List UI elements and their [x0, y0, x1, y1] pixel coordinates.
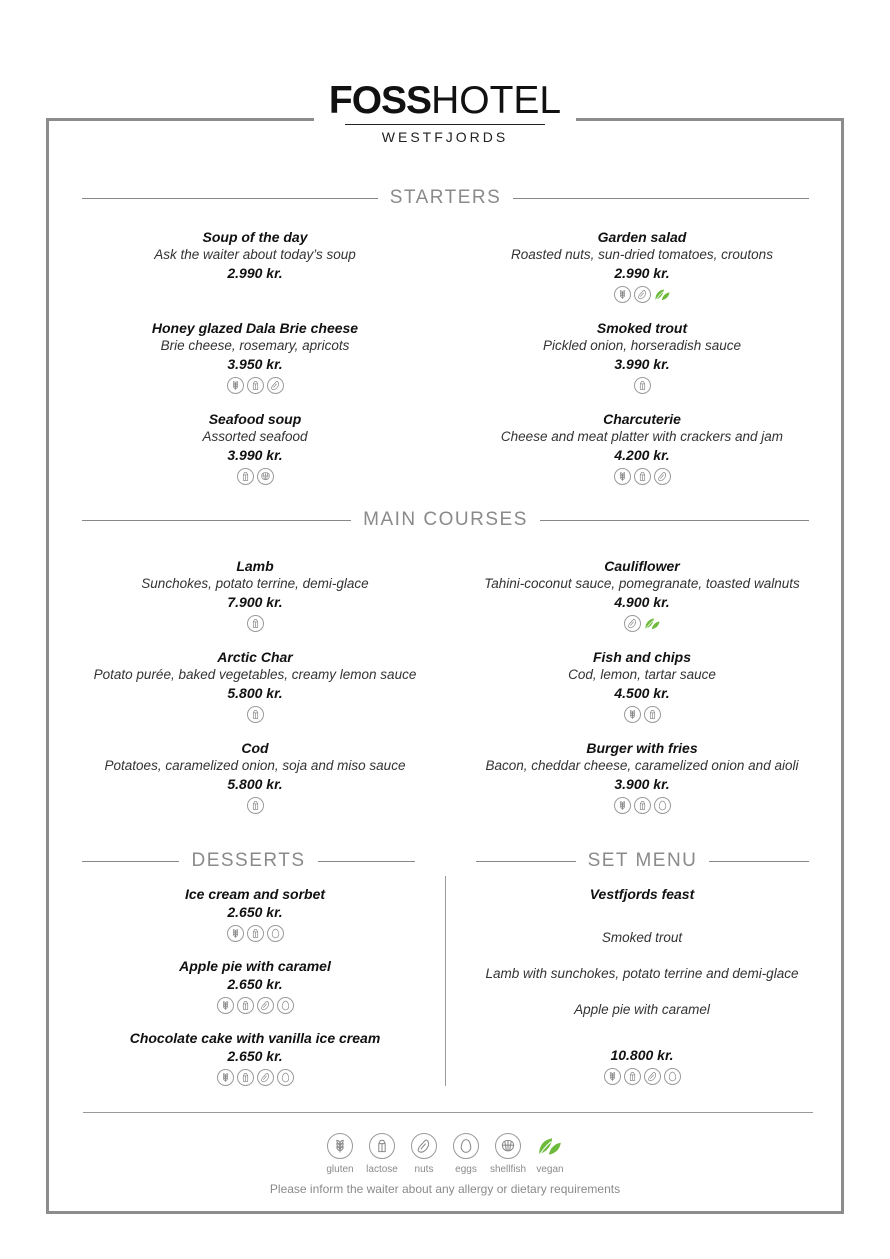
lactose-icon: [369, 1133, 395, 1159]
starters-right-column: [462, 228, 822, 498]
menu-item: [80, 1029, 430, 1088]
lactose-icon: [644, 706, 661, 723]
item-name: Arctic Char: [217, 649, 293, 665]
lactose-icon: [237, 997, 254, 1014]
desserts-column: [80, 885, 430, 1095]
legend-label: eggs: [455, 1164, 477, 1175]
legend-label: lactose: [366, 1164, 398, 1175]
shellfish-icon: [495, 1133, 521, 1159]
item-name: Charcuterie: [603, 411, 681, 427]
item-name: Ice cream and sorbet: [184, 886, 326, 902]
item-price: 2.990 kr.: [614, 265, 670, 281]
footer-divider: [83, 1112, 813, 1113]
logo-part2: HOTEL: [431, 79, 562, 122]
section-title: DESSERTS: [191, 850, 306, 871]
menu-item: [462, 739, 822, 816]
allergen-icons: [462, 1068, 822, 1087]
legend-label: shellfish: [489, 1164, 527, 1175]
allergen-icons: [462, 377, 822, 396]
menu-item: [80, 410, 430, 487]
nuts-icon: [624, 615, 641, 632]
item-name: Garden salad: [597, 229, 687, 245]
menu-item: [80, 557, 430, 634]
allergen-icons: [80, 997, 430, 1016]
set-menu-course: Smoked trout: [601, 930, 683, 945]
menu-item: [80, 885, 430, 944]
menu-item: [80, 957, 430, 1016]
menu-item: [462, 557, 822, 634]
item-description: Cheese and meat platter with crackers and jam: [500, 429, 784, 444]
nuts-icon: [654, 468, 671, 485]
item-description: Potatoes, caramelized onion, soja and miso sauce: [104, 758, 406, 773]
logo-subtitle: WESTFJORDS: [381, 129, 509, 145]
gluten-icon: [327, 1133, 353, 1159]
item-description: Potato purée, baked vegetables, creamy lemon sauce: [93, 667, 417, 682]
lactose-icon: [247, 706, 264, 723]
main-courses-heading: [82, 510, 809, 530]
gluten-icon: [614, 797, 631, 814]
item-name: Apple pie with caramel: [179, 958, 331, 974]
menu-item: [80, 228, 430, 305]
desserts-heading: [82, 851, 415, 871]
item-price: 4.900 kr.: [614, 594, 670, 610]
legend-item: [367, 1133, 397, 1175]
lactose-icon: [247, 925, 264, 942]
gluten-icon: [217, 1069, 234, 1086]
hotel-logo: [300, 80, 590, 145]
menu-item: [80, 319, 430, 396]
item-description: Pickled onion, horseradish sauce: [542, 338, 742, 353]
lactose-icon: [237, 468, 254, 485]
nuts-icon: [257, 997, 274, 1014]
allergen-icons: [80, 468, 430, 487]
lactose-icon: [247, 797, 264, 814]
item-price: 3.900 kr.: [614, 776, 670, 792]
allergen-icons: [462, 468, 822, 487]
eggs-icon: [277, 997, 294, 1014]
menu-item: [80, 739, 430, 816]
item-price: 2.650 kr.: [227, 976, 283, 992]
allergen-icons: [462, 706, 822, 725]
nuts-icon: [634, 286, 651, 303]
vegan-icon: [644, 615, 661, 632]
lactose-icon: [237, 1069, 254, 1086]
section-title: STARTERS: [389, 187, 502, 208]
gluten-icon: [614, 468, 631, 485]
eggs-icon: [453, 1133, 479, 1159]
main-right-column: [462, 557, 822, 827]
lactose-icon: [634, 377, 651, 394]
item-price: 3.950 kr.: [227, 356, 283, 372]
item-name: Smoked trout: [596, 320, 688, 336]
section-title: SET MENU: [587, 850, 698, 871]
item-description: Bacon, cheddar cheese, caramelized onion and aioli: [485, 758, 799, 773]
logo-part1: FOSS: [328, 79, 432, 122]
set-menu-column: [462, 885, 822, 1095]
legend-item: [409, 1133, 439, 1175]
starters-left-column: [80, 228, 430, 498]
allergen-icons: [80, 286, 430, 305]
eggs-icon: [267, 925, 284, 942]
item-description: Cod, lemon, tartar sauce: [568, 667, 716, 682]
legend-item: [489, 1133, 527, 1175]
set-menu-course: Lamb with sunchokes, potato terrine and demi-glace: [485, 966, 799, 981]
item-price: 2.650 kr.: [227, 1048, 283, 1064]
vegan-icon: [654, 286, 671, 303]
item-name: Burger with fries: [586, 740, 698, 756]
allergen-icons: [80, 706, 430, 725]
menu-item: [80, 648, 430, 725]
shellfish-icon: [257, 468, 274, 485]
nuts-icon: [644, 1068, 661, 1085]
legend-label: gluten: [326, 1164, 354, 1175]
item-price: 4.500 kr.: [614, 685, 670, 701]
allergen-icons: [80, 615, 430, 634]
menu-item: [462, 410, 822, 487]
legend-label: nuts: [414, 1164, 434, 1175]
item-description: Ask the waiter about today’s soup: [154, 247, 356, 262]
nuts-icon: [257, 1069, 274, 1086]
set-menu-heading: [476, 851, 809, 871]
legend-item: [325, 1133, 355, 1175]
item-name: Chocolate cake with vanilla ice cream: [129, 1030, 381, 1046]
eggs-icon: [664, 1068, 681, 1085]
nuts-icon: [411, 1133, 437, 1159]
item-description: Tahini-coconut sauce, pomegranate, toasted walnuts: [484, 576, 800, 591]
menu-item: [462, 228, 822, 305]
gluten-icon: [227, 925, 244, 942]
gluten-icon: [614, 286, 631, 303]
lactose-icon: [247, 615, 264, 632]
set-menu-name: Vestfjords feast: [589, 886, 695, 902]
lactose-icon: [634, 797, 651, 814]
set-menu-price-block: [462, 1046, 822, 1087]
legend-item: [451, 1133, 481, 1175]
starters-heading: [82, 188, 809, 208]
item-name: Lamb: [236, 558, 274, 574]
eggs-icon: [277, 1069, 294, 1086]
allergen-legend: [0, 1133, 890, 1175]
item-price: 3.990 kr.: [227, 447, 283, 463]
item-description: Sunchokes, potato terrine, demi-glace: [141, 576, 369, 591]
item-price: 2.650 kr.: [227, 904, 283, 920]
lactose-icon: [634, 468, 651, 485]
item-name: Seafood soup: [208, 411, 302, 427]
section-title: MAIN COURSES: [363, 509, 528, 530]
item-description: Assorted seafood: [202, 429, 308, 444]
allergen-icons: [462, 286, 822, 305]
item-name: Cauliflower: [604, 558, 680, 574]
gluten-icon: [227, 377, 244, 394]
menu-item: [462, 319, 822, 396]
item-price: 2.990 kr.: [227, 265, 283, 281]
item-price: 3.990 kr.: [614, 356, 670, 372]
item-name: Soup of the day: [202, 229, 308, 245]
allergen-icons: [80, 797, 430, 816]
gluten-icon: [624, 706, 641, 723]
gluten-icon: [217, 997, 234, 1014]
item-description: Brie cheese, rosemary, apricots: [160, 338, 350, 353]
item-price: 5.800 kr.: [227, 776, 283, 792]
vegan-icon: [537, 1133, 563, 1159]
item-name: Fish and chips: [592, 649, 691, 665]
legend-label: vegan: [536, 1164, 564, 1175]
set-menu-price: 10.800 kr.: [610, 1047, 674, 1063]
gluten-icon: [604, 1068, 621, 1085]
lactose-icon: [247, 377, 264, 394]
item-name: Cod: [241, 740, 269, 756]
column-divider: [445, 876, 446, 1086]
item-name: Honey glazed Dala Brie cheese: [151, 320, 359, 336]
item-description: Roasted nuts, sun-dried tomatoes, croutons: [511, 247, 773, 262]
main-left-column: [80, 557, 430, 827]
allergy-note: Please inform the waiter about any allergy or dietary requirements: [269, 1182, 621, 1196]
eggs-icon: [654, 797, 671, 814]
item-price: 4.200 kr.: [614, 447, 670, 463]
set-menu-course: Apple pie with caramel: [574, 1002, 710, 1017]
item-price: 5.800 kr.: [227, 685, 283, 701]
allergen-icons: [80, 377, 430, 396]
nuts-icon: [267, 377, 284, 394]
allergen-icons: [80, 925, 430, 944]
allergen-icons: [80, 1069, 430, 1088]
item-price: 7.900 kr.: [227, 594, 283, 610]
lactose-icon: [624, 1068, 641, 1085]
menu-item: [462, 648, 822, 725]
allergen-icons: [462, 797, 822, 816]
legend-item: [535, 1133, 565, 1175]
allergen-icons: [462, 615, 822, 634]
